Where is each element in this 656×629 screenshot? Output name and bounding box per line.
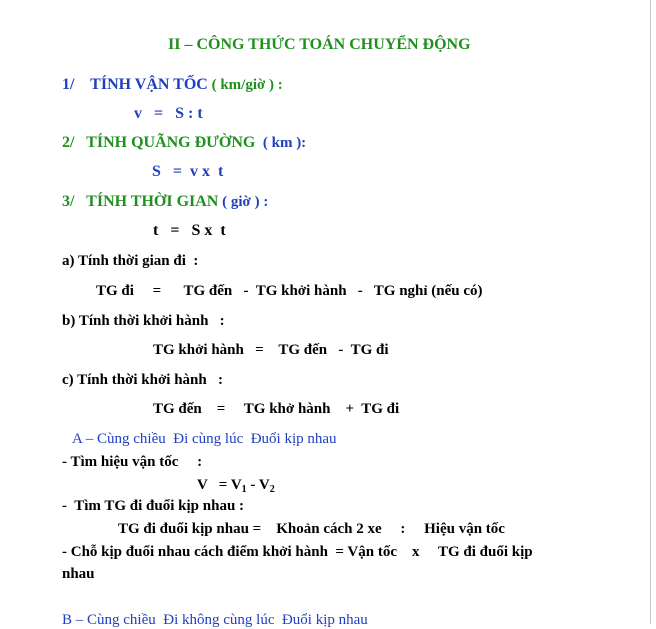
section-3-unit: ( giờ ) : [218, 194, 269, 210]
section-3-title: TÍNH THỜI GIAN [86, 193, 219, 210]
part-c-label: c) Tính thời khởi hành : [62, 372, 223, 388]
part-c-formula: TG đến = TG khở hành + TG đi [153, 401, 400, 417]
case-a-diff-label: - Tìm hiệu vận tốc : [62, 454, 203, 470]
case-a-velocity-diff [197, 476, 275, 499]
page-title: II – CÔNG THỨC TOÁN CHUYỂN ĐỘNG [168, 36, 471, 53]
section-2-unit: ( km ): [255, 135, 307, 151]
section-2-heading [62, 134, 306, 152]
v2-subscript: 2 [269, 484, 275, 495]
minus-v: - V [246, 477, 270, 493]
formula-distance: S = v x t [152, 163, 224, 180]
case-a-distance-line-1: - Chỗ kịp đuổi nhau cách điểm khởi hành = Vận tốc x TG đi đuổi kịp [62, 544, 533, 560]
case-b-title: B – Cùng chiều Đi không cùng lúc Đuổi kịp nhau [62, 612, 368, 628]
v1-subscript: 1 [241, 484, 247, 495]
section-1-title: TÍNH VẬN TỐC [90, 76, 208, 93]
formula-velocity: v = S : t [134, 105, 203, 122]
section-1-heading [62, 76, 283, 94]
section-2-number: 2/ [62, 134, 75, 151]
v-lhs: V = V [197, 477, 242, 493]
section-3-number: 3/ [62, 193, 75, 210]
formula-time: t = S x t [153, 222, 226, 239]
section-1-number: 1/ [62, 76, 75, 93]
section-1-unit: ( km/giờ ) : [207, 77, 283, 93]
case-a-distance-line-2: nhau [62, 566, 95, 582]
part-a-label: a) Tính thời gian đi : [62, 253, 199, 269]
case-a-catch-formula: TG đi đuổi kịp nhau = Khoản cách 2 xe : Hiệu vận tốc [118, 521, 505, 537]
section-2-title: TÍNH QUÃNG ĐƯỜNG [86, 134, 256, 151]
case-a-catch-label: - Tìm TG đi đuổi kịp nhau : [62, 498, 245, 514]
part-b-label: b) Tính thời khởi hành : [62, 313, 225, 329]
case-a-title: A – Cùng chiều Đi cùng lúc Đuổi kịp nhau [72, 431, 337, 447]
section-3-heading [62, 193, 268, 211]
page-edge [650, 0, 651, 624]
part-a-formula: TG đi = TG đến - TG khởi hành - TG nghỉ (nếu có) [96, 283, 483, 299]
part-b-formula: TG khởi hành = TG đến - TG đi [153, 342, 389, 358]
